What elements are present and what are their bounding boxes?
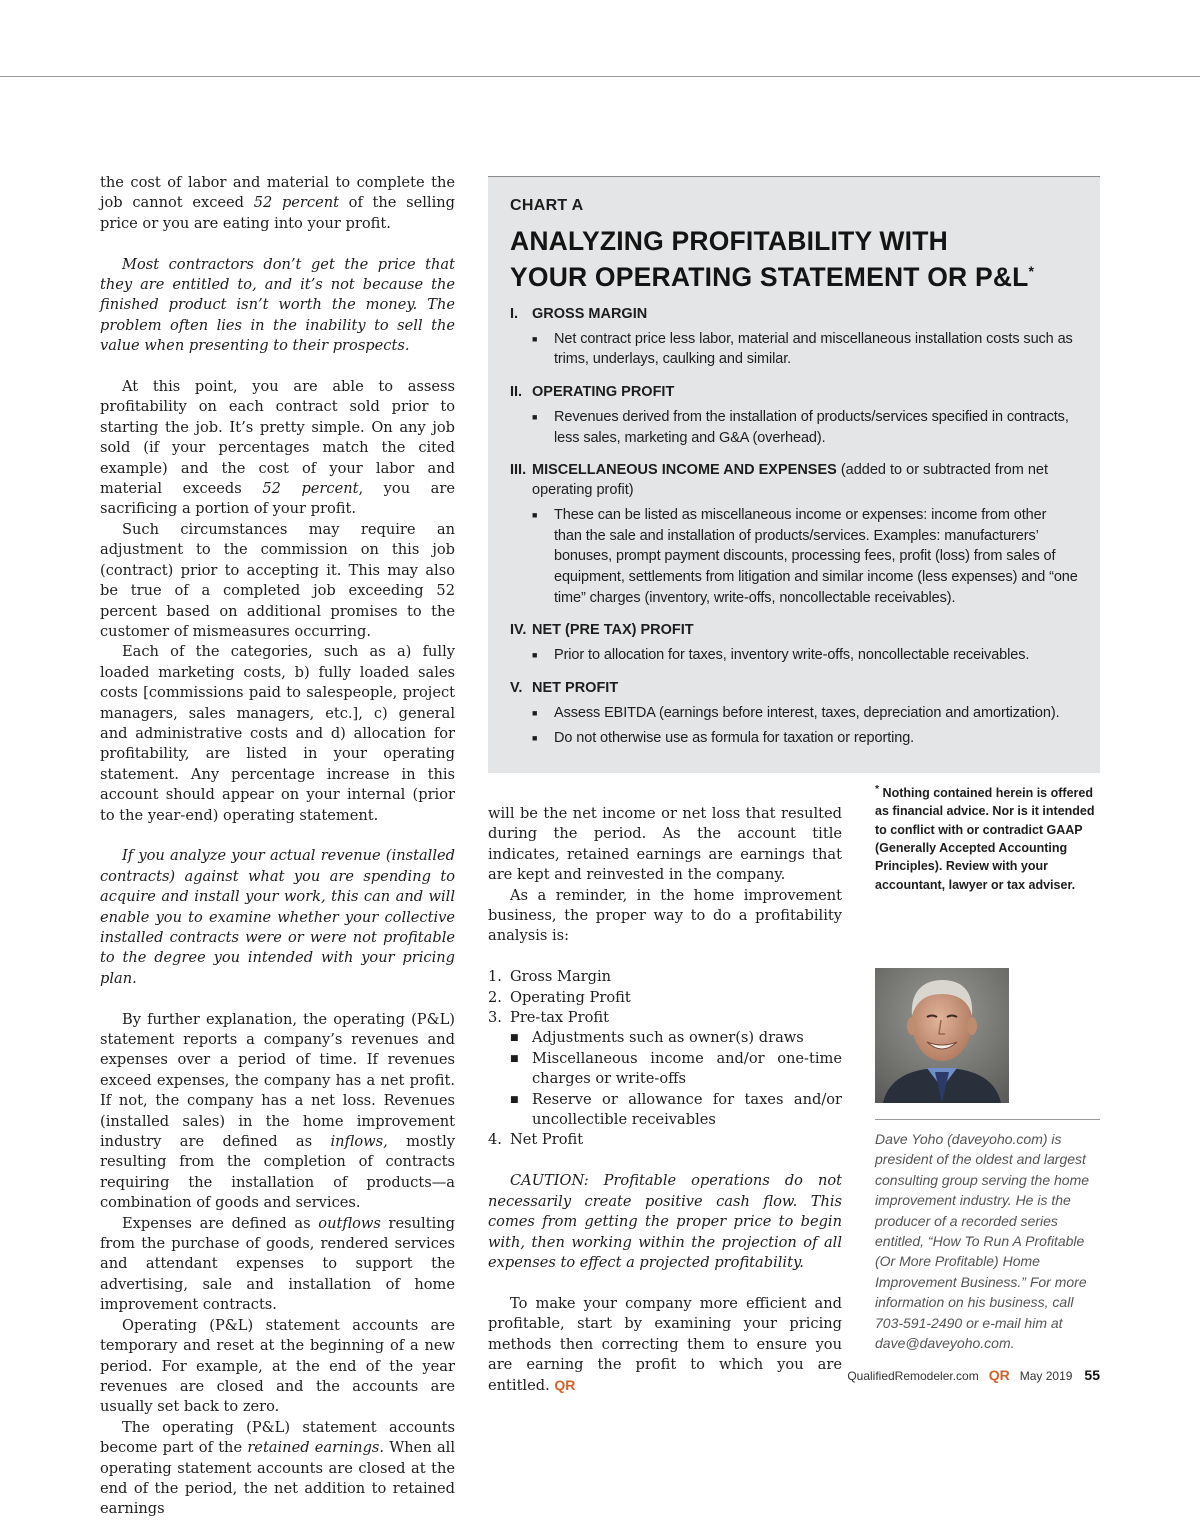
paragraph: To make your company more efficient and profitable, start by examining your pricing methods then correcting them to ensure you are earning the profit to which you are entitled. QR	[488, 1294, 842, 1395]
bullet-icon: ■	[532, 510, 538, 521]
sub-list-item: ■ Adjustments such as owner(s) draws	[488, 1028, 842, 1048]
paragraph: Operating (P&L) statement accounts are temporary and reset at the beginning of a new period. For example, at the end of the year revenues are closed and the accounts are usually set back to zero.	[100, 1316, 455, 1416]
photo-rule	[875, 1119, 1100, 1120]
list-item: 1. Gross Margin	[488, 968, 612, 986]
italic-paragraph: Most contractors don’t get the price that they are entitled to, and it’s not because the finished product isn’t worth the money. The problem often lies in the inability to sell the value when presenting to their prospects.	[100, 255, 455, 355]
bullet-icon: ■	[532, 733, 538, 744]
bullet-icon: ■	[510, 1033, 519, 1044]
site-url: QualifiedRemodeler.com	[847, 1369, 979, 1383]
italic-paragraph: CAUTION: Profitable operations do not necessarily create positive cash flow. This comes from getting the proper price to begin with, then working within the projection of all expenses to effect a projected profitability.	[488, 1172, 842, 1271]
chart-section: I. GROSS MARGIN ■ Net contract price less labor, material and miscellaneous installation costs such as trims, underlays, caulking and similar.	[510, 304, 1078, 370]
bullet-icon: ■	[532, 412, 538, 423]
qr-logo: QR	[988, 1367, 1010, 1383]
paragraph: Each of the categories, such as a) fully loaded marketing costs, b) fully loaded sales costs [commissions paid to salespeople, project managers, sales managers, etc.], c) general and administrative costs and d) allocation for profitability, are listed in your operating statement. Any percentage increase in this account should appear on your internal (prior to the year-end) operating statement.	[100, 643, 455, 824]
middle-column	[488, 804, 842, 1397]
author-photo	[875, 968, 1009, 1103]
issue-date: May 2019	[1019, 1369, 1073, 1383]
bullet-icon: ■	[532, 707, 538, 718]
paragraph: Such circumstances may require an adjustment to the commission on this job (contract) prior to accepting it. This may also be true of a completed job exceeding 52 percent based on additional promises to the customer of mismeasures occurring.	[100, 520, 455, 640]
sub-list-item: ■ Miscellaneous income and/or one-time charges or write-offs	[488, 1049, 842, 1090]
paragraph: Expenses are defined as outflows resulting from the purchase of goods, rendered services and attendant expenses to support the advertising, sale and installation of home improvement contracts.	[100, 1214, 455, 1314]
numbered-list	[488, 967, 842, 1151]
chart-title: ANALYZING PROFITABILITY WITH YOUR OPERATING STATEMENT OR P&L*	[510, 226, 1035, 292]
left-column	[100, 173, 455, 1520]
sub-list-item: ■ Reserve or allowance for taxes and/or uncollectible receivables	[488, 1090, 842, 1131]
italic-paragraph: If you analyze your actual revenue (installed contracts) against what you are spending to acquire and install your work, this can and will enable you to examine whether your collective installed contracts were or were not profitable to the degree you intended with your pricing plan.	[100, 847, 455, 987]
chart-section: V. NET PROFIT ■ Assess EBITDA (earnings before interest, taxes, depreciation and amortization). ■ Do not otherwise use as formula for taxation or reporting.	[510, 678, 1078, 749]
top-rule	[0, 76, 1200, 77]
list-item: 3. Pre-tax Profit	[488, 1009, 609, 1027]
chart-a-box	[488, 176, 1100, 773]
page-number: 55	[1084, 1367, 1100, 1383]
page-footer	[845, 1367, 1100, 1383]
list-item: 2. Operating Profit	[488, 988, 631, 1006]
paragraph: As a reminder, in the home improvement business, the proper way to do a profitability analysis is:	[488, 886, 842, 945]
chart-section: IV. NET (PRE TAX) PROFIT ■ Prior to allocation for taxes, inventory write-offs, noncollectable receivables.	[510, 620, 1078, 666]
author-bio: Dave Yoho (daveyoho.com) is president of the oldest and largest consulting group serving the home improvement industry. He is the producer of a recorded series entitled, “How To Run A Profitable (Or More Profitable) Home Improvement Business.” For more information on his business, call 703-591-2490 or e-mail him at dave@daveyoho.com.	[875, 1131, 1090, 1352]
bullet-icon: ■	[532, 650, 538, 661]
chart-section: II. OPERATING PROFIT ■ Revenues derived from the installation of products/services specified in contracts, less sales, marketing and G&A (overhead).	[510, 382, 1078, 448]
paragraph: The operating (P&L) statement accounts become part of the retained earnings. When all operating statement accounts are closed at the end of the period, the net addition to retained earnings	[100, 1418, 455, 1518]
qr-end-mark: QR	[554, 1377, 576, 1394]
bullet-icon: ■	[510, 1094, 519, 1105]
paragraph: the cost of labor and material to complete the job cannot exceed 52 percent of the selling price or you are eating into your profit.	[100, 174, 455, 232]
chart-section: III. MISCELLANEOUS INCOME AND EXPENSES (added to or subtracted from net operating profit) ■ These can be listed as miscellaneous income or expenses: income from other than the sale and installation of products/services. Examples: manufacturers’ bonuses, prompt payment discounts, processing fees, profit (loss) from sales of equipment, settlements from litigation and similar income (less expenses) and “one time” charges (inventory, write-offs, noncollectable receivables).	[510, 460, 1078, 608]
bullet-icon: ■	[510, 1053, 519, 1064]
paragraph: At this point, you are able to assess profitability on each contract sold prior to starting the job. It’s pretty simple. On any job sold (if your percentages match the cited example) and the cost of your labor and material exceeds 52 percent, you are sacrificing a portion of your profit.	[100, 378, 455, 518]
list-item: 4. Net Profit	[488, 1131, 584, 1149]
paragraph: By further explanation, the operating (P&L) statement reports a company’s revenues and expenses over a period of time. If revenues exceed expenses, the company has a net profit. If not, the company has a net loss. Revenues (installed sales) in the home improvement industry are defined as inflows, mostly resulting from the completion of contracts requiring the installation of products—a combination of goods and services.	[100, 1010, 456, 1212]
chart-label: CHART A	[510, 197, 584, 214]
paragraph: will be the net income or net loss that resulted during the period. As the account title indicates, retained earnings are earnings that are kept and reinvested in the company.	[488, 805, 842, 884]
bullet-icon: ■	[532, 333, 538, 344]
footnote: * Nothing contained herein is offered as financial advice. Nor is it intended to conflict with or contradict GAAP (Generally Accepted Accounting Principles). Review with your accountant, lawyer or tax adviser.	[875, 784, 1095, 892]
